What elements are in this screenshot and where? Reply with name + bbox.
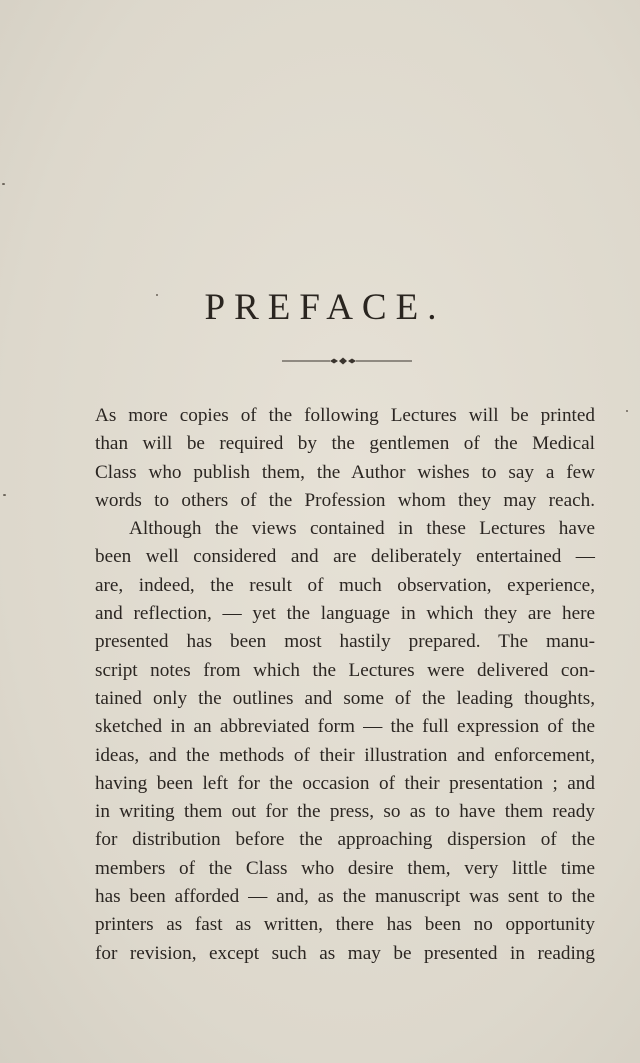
text-line: members of the Class who desire them, very little time bbox=[95, 857, 595, 879]
text-line: and reflection, — yet the language in which they are here bbox=[95, 603, 595, 625]
text-line: sketched in an abbreviated form — the full expression of the bbox=[95, 716, 595, 738]
paragraph-1 bbox=[95, 402, 595, 515]
text-line: As more copies of the following Lectures will be printed bbox=[95, 405, 595, 426]
text-line: has been afforded — and, as the manuscript was sent to the bbox=[95, 886, 595, 908]
text-line: than will be required by the gentlemen of the Medical bbox=[95, 433, 595, 455]
text-line: for distribution before the approaching dispersion of the bbox=[95, 829, 595, 851]
paper-speck bbox=[156, 294, 158, 296]
text-line: in writing them out for the press, so as to have them ready bbox=[95, 801, 595, 823]
text-line: Although the views contained in these Lectures have bbox=[129, 518, 595, 540]
paper-speck bbox=[2, 183, 5, 185]
text-line: printers as fast as written, there has been no opportunity bbox=[95, 914, 595, 936]
paper-speck bbox=[3, 494, 6, 496]
text-line: having been left for the occasion of their presentation ; and bbox=[95, 772, 595, 794]
ornament-divider-icon bbox=[282, 357, 412, 365]
text-line: tained only the outlines and some of the leading thoughts, bbox=[95, 687, 595, 709]
paragraph-2 bbox=[95, 515, 595, 968]
text-line: are, indeed, the result of much observation, experience, bbox=[95, 574, 595, 596]
text-line: script notes from which the Lectures were delivered con- bbox=[95, 659, 595, 681]
text-line: ideas, and the methods of their illustration and enforcement, bbox=[95, 744, 595, 766]
text-line: presented has been most hastily prepared. The manu- bbox=[95, 631, 595, 653]
text-line: words to others of the Profession whom they may reach. bbox=[95, 489, 595, 511]
text-line: for revision, except such as may be presented in reading bbox=[95, 942, 595, 964]
paper-speck bbox=[626, 410, 628, 412]
preface-body bbox=[95, 402, 595, 968]
text-line: been well considered and are deliberately entertained — bbox=[95, 546, 595, 568]
page-title: PREFACE. bbox=[204, 287, 446, 328]
text-line: Class who publish them, the Author wishes to say a few bbox=[95, 461, 595, 483]
